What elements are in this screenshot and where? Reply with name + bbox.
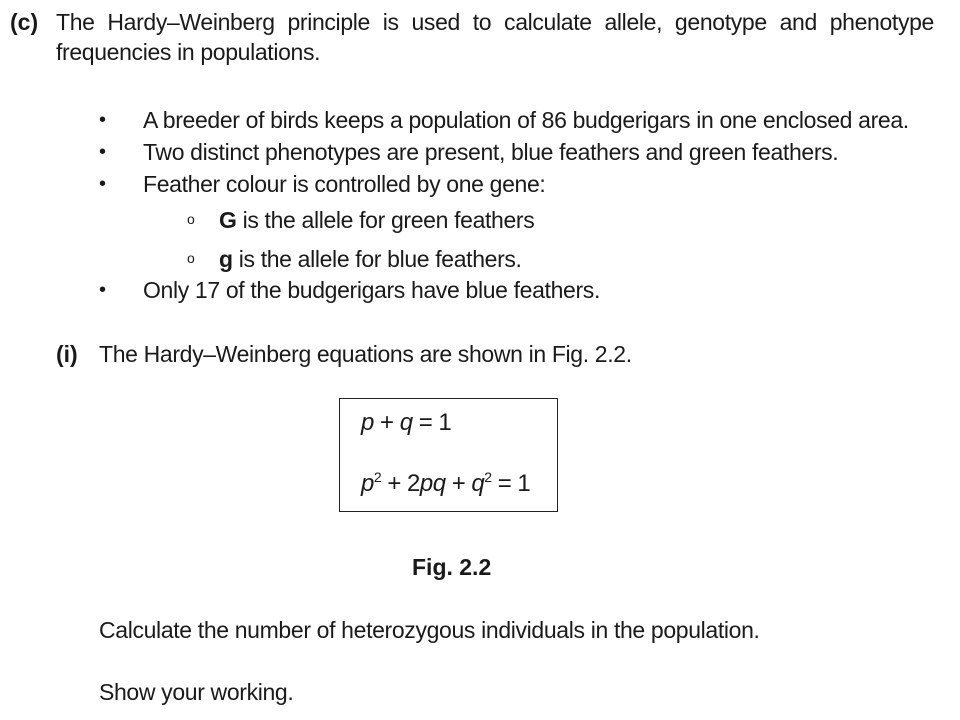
eq-exponent: 2 (373, 469, 382, 485)
eq-p: p (361, 470, 374, 497)
bullet-phenotypes: Two distinct phenotypes are present, blue feathers and green feathers. (143, 139, 839, 165)
eq-q: q (399, 409, 413, 436)
eq-q: q (471, 470, 485, 497)
equation-allele-sum (361, 408, 451, 438)
sub-bullet-green-allele (219, 205, 534, 235)
equation-box (339, 398, 558, 512)
bullet-blue-count: Only 17 of the budgerigars have blue feathers. (143, 277, 600, 303)
eq-exponent: 2 (484, 469, 492, 485)
sub-bullet-text: is the allele for blue feathers. (232, 246, 522, 272)
bullet-marker: • (99, 109, 107, 131)
figure-caption: Fig. 2.2 (412, 554, 492, 580)
part-i-text: The Hardy–Weinberg equations are shown in Fig. 2.2. (99, 341, 632, 367)
question-instruction: Calculate the number of heterozygous individuals in the population. (99, 617, 760, 643)
sub-bullet-marker: o (187, 211, 195, 227)
sub-bullet-text: is the allele for green feathers (236, 207, 535, 233)
bullet-marker: • (99, 141, 107, 163)
sub-bullet-blue-allele (219, 244, 522, 274)
eq-plus: + (445, 470, 472, 497)
part-c-intro: The Hardy–Weinberg principle is used to calculate allele, genotype and phenotype frequencies in populations. (56, 9, 934, 65)
eq-plus: + (373, 409, 400, 436)
bullet-marker: • (99, 279, 107, 301)
eq-equals-one: = 1 (491, 470, 531, 497)
eq-p: p (361, 409, 374, 436)
equation-genotype-sum (361, 469, 530, 499)
part-c-label: (c) (10, 9, 39, 35)
sub-bullet-marker: o (187, 250, 195, 266)
eq-pq: pq (419, 470, 446, 497)
bullet-breeder-population: A breeder of birds keeps a population of 86 budgerigars in one enclosed area. (143, 107, 909, 133)
allele-symbol-G: G (219, 207, 237, 233)
allele-symbol-g: g (219, 246, 233, 272)
bullet-one-gene: Feather colour is controlled by one gene: (143, 171, 546, 197)
eq-plus-two: + 2 (381, 470, 420, 497)
eq-equals-one: = 1 (412, 409, 452, 436)
question-working-prompt: Show your working. (99, 679, 294, 705)
part-i-label: (i) (56, 341, 78, 367)
bullet-marker: • (99, 173, 107, 195)
